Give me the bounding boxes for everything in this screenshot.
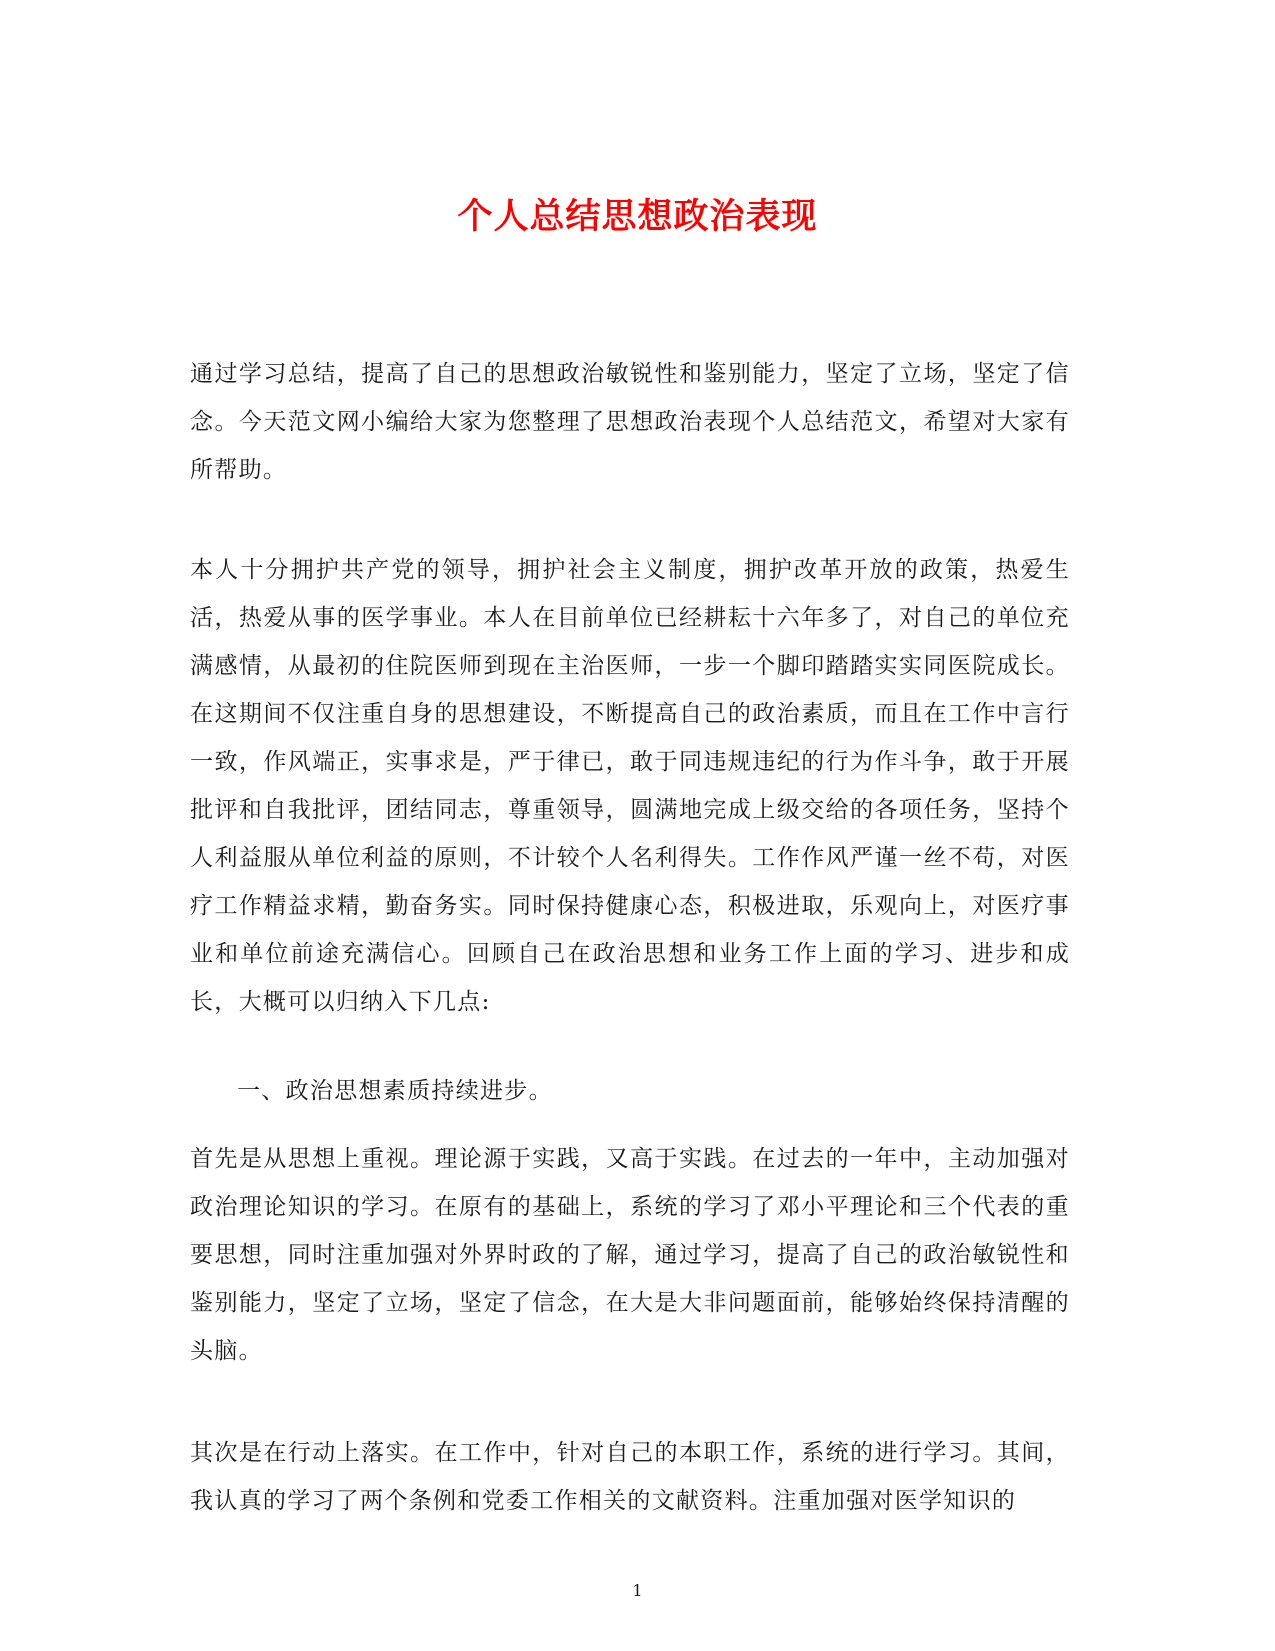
paragraph-self-statement: 本人十分拥护共产党的领导，拥护社会主义制度，拥护改革开放的政策，热爱生活，热爱从事的医学事业。本人在目前单位已经耕耘十六年多了，对自己的单位充满感情，从最初的住院医师到现在主治医师，一步一个脚印踏踏实实同医院成长。在这期间不仅注重自身的思想建设，不断提高自己的政治素质，而且在工作中言行一致，作风端正，实事求是，严于律已，敢于同违规违纪的行为作斗争，敢于开展批评和自我批评，团结同志，尊重领导，圆满地完成上级交给的各项任务，坚持个人利益服从单位利益的原则，不计较个人名利得失。工作作风严谨一丝不苟，对医疗工作精益求精，勤奋务实。同时保持健康心态，积极进取，乐观向上，对医疗事业和单位前途充满信心。回顾自己在政治思想和业务工作上面的学习、进步和成长，大概可以归纳入下几点: <box>190 557 1070 1015</box>
paragraph-thought: 首先是从思想上重视。理论源于实践，又高于实践。在过去的一年中，主动加强对政治理论知识的学习。在原有的基础上，系统的学习了邓小平理论和三个代表的重要思想，同时注重加强对外界时政的了解，通过学习，提高了自己的政治敏锐性和鉴别能力，坚定了立场，坚定了信念，在大是大非问题面前，能够始终保持清醒的头脑。 <box>190 1146 1070 1364</box>
page-number: 1 <box>632 1581 643 1600</box>
section-heading-1: 一、政治思想素质持续进步。 <box>237 1078 553 1104</box>
paragraph-action: 其次是在行动上落实。在工作中，针对自己的本职工作，系统的进行学习。其间，我认真的学习了两个条例和党委工作相关的文献资料。注重加强对医学知识的 <box>190 1440 1070 1514</box>
document-title: 个人总结思想政治表现 <box>457 196 818 238</box>
paragraph-intro: 通过学习总结，提高了自己的思想政治敏锐性和鉴别能力，坚定了立场，坚定了信念。今天范文网小编给大家为您整理了思想政治表现个人总结范文，希望对大家有所帮助。 <box>190 361 1070 483</box>
